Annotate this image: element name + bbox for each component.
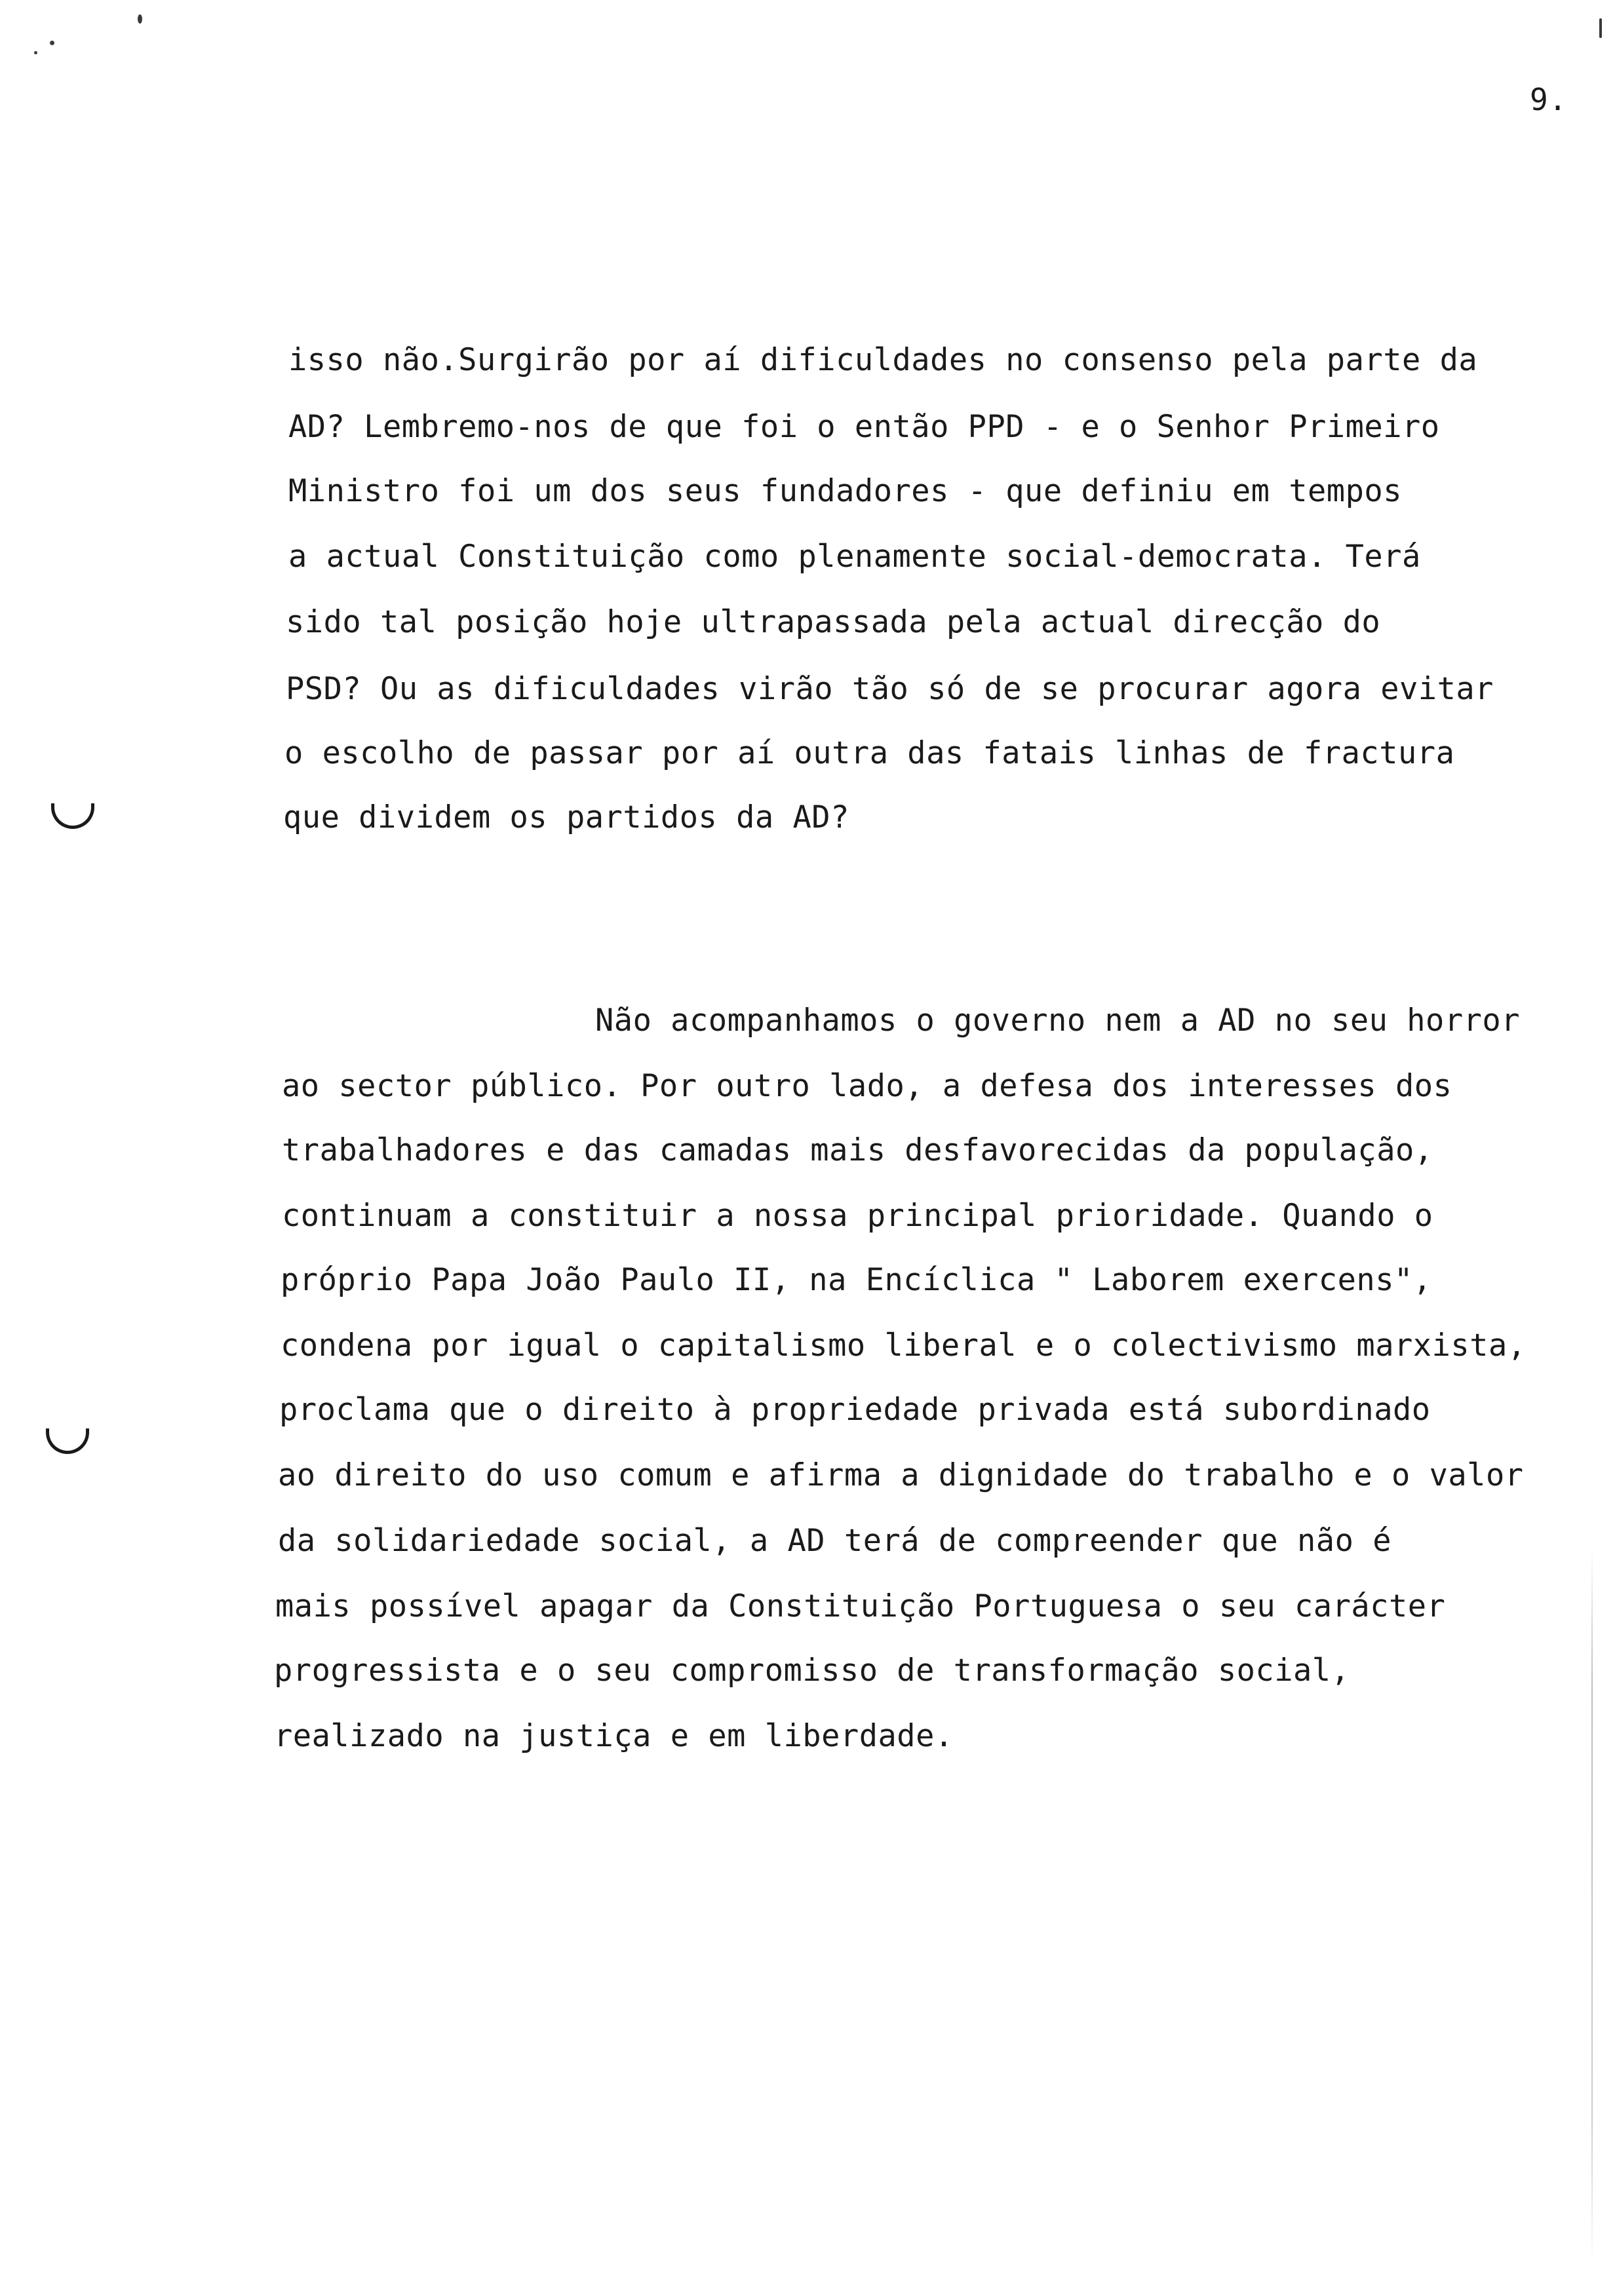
text-line: proclama que o direito à propriedade privada está subordinado [279,1392,1431,1428]
text-line: próprio Papa João Paulo II, na Encíclica " Laborem exercens", [281,1262,1432,1298]
text-line: trabalhadores e das camadas mais desfavorecidas da população, [282,1132,1433,1168]
text-line: que dividem os partidos da AD? [283,799,849,835]
text-line: sido tal posição hoje ultrapassada pela actual direcção do [286,604,1381,640]
text-line: realizado na justiça e em liberdade. [274,1718,954,1754]
scan-edge-line [1591,1546,1593,2267]
scan-speck [34,51,37,54]
text-line: da solidariedade social, a AD terá de compreender que não é [278,1523,1391,1559]
scan-speck [1599,18,1602,38]
text-line: mais possível apagar da Constituição Portuguesa o seu carácter [275,1588,1446,1624]
text-line: PSD? Ou as dificuldades virão tão só de se procurar agora evitar [286,671,1494,707]
text-line: condena por igual o capitalismo liberal e o colectivismo marxista, [281,1328,1527,1364]
margin-hook-mark [51,803,94,829]
text-line: ao sector público. Por outro lado, a defesa dos interesses dos [282,1068,1452,1104]
margin-hook-mark [46,1428,89,1454]
text-line: continuam a constituir a nossa principal prioridade. Quando o [282,1198,1433,1234]
text-line: Não acompanhamos o governo nem a AD no seu horror [595,1003,1521,1039]
text-line: o escolho de passar por aí outra das fatais linhas de fractura [284,735,1455,771]
scan-speck [138,14,142,24]
text-line: progressista e o seu compromisso de transformação social, [274,1653,1350,1689]
text-line: ao direito do uso comum e afirma a dignidade do trabalho e o valor [278,1457,1524,1493]
page-number: 9. [1530,82,1568,117]
text-line: a actual Constituição como plenamente social-democrata. Terá [288,539,1421,575]
text-line: Ministro foi um dos seus fundadores - que definiu em tempos [288,473,1402,509]
scan-speck [50,41,54,45]
text-line: AD? Lembremo-nos de que foi o então PPD - e o Senhor Primeiro [288,409,1440,445]
text-line: isso não.Surgirão por aí dificuldades no consenso pela parte da [288,342,1478,378]
